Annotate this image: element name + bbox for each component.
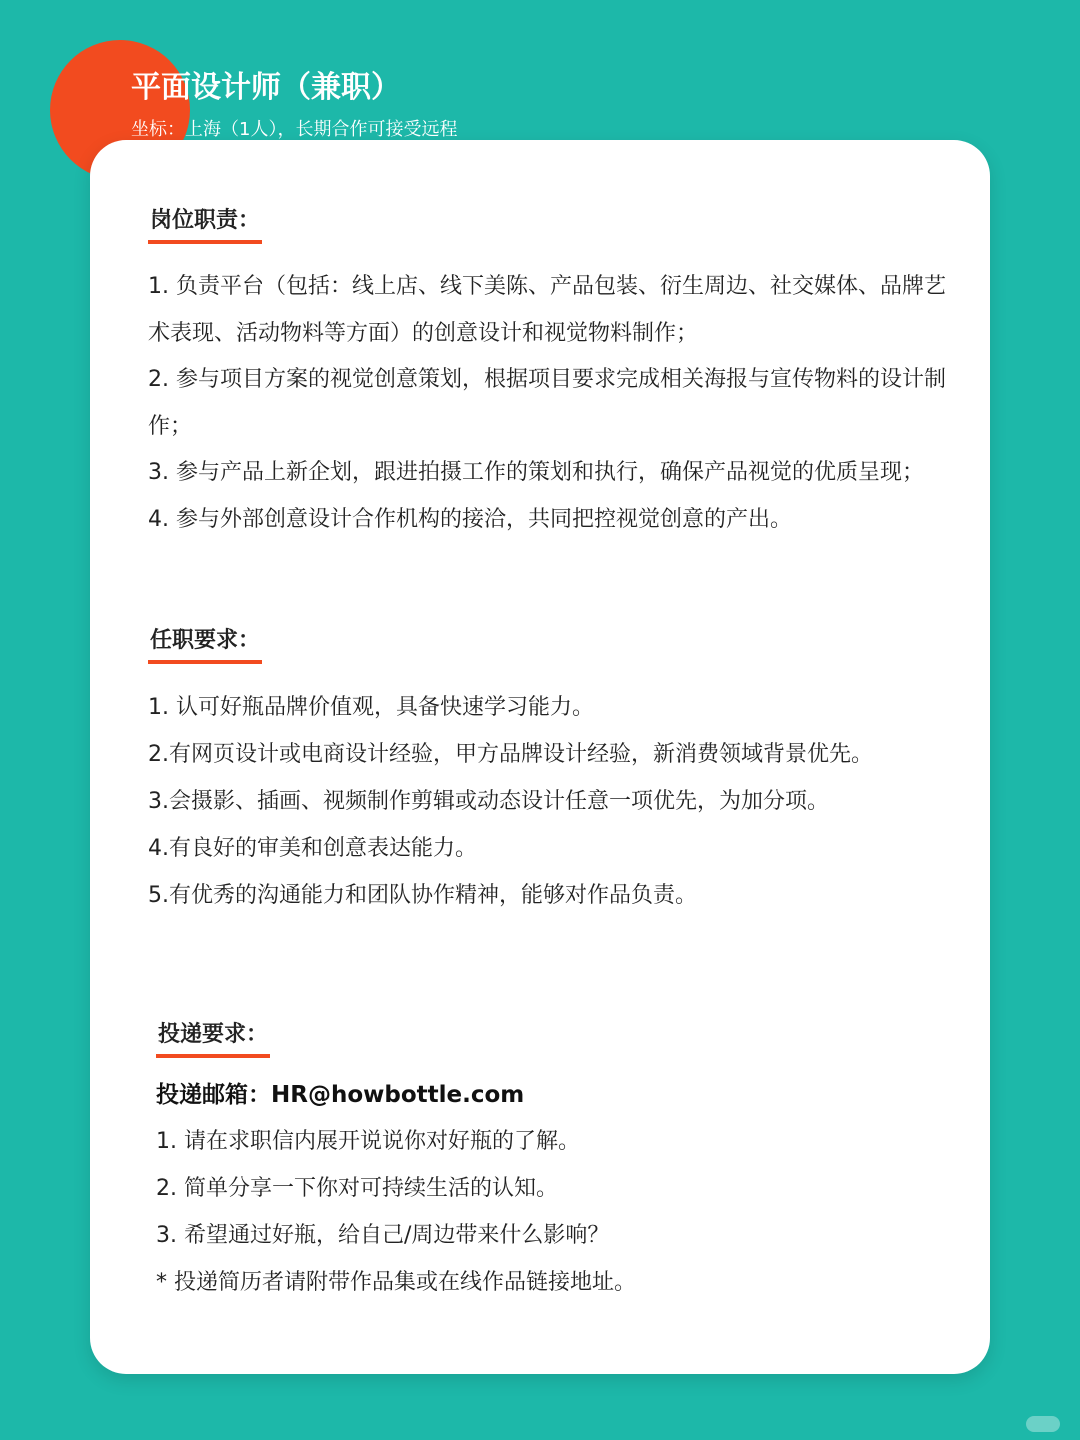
watermark-badge xyxy=(1026,1416,1060,1432)
delivery-email[interactable]: 投递邮箱：HR@howbottle.com xyxy=(156,1082,525,1108)
delivery-list xyxy=(156,1118,950,1306)
list-item: 3. 希望通过好瓶，给自己/周边带来什么影响？ xyxy=(156,1223,610,1248)
page-title: 平面设计师（兼职） xyxy=(131,70,401,105)
list-item: 1. 认可好瓶品牌价值观，具备快速学习能力。 xyxy=(148,695,594,720)
delivery-section xyxy=(156,1020,950,1306)
list-item: 4.有良好的审美和创意表达能力。 xyxy=(148,836,477,861)
list-item: 2. 简单分享一下你对可持续生活的认知。 xyxy=(156,1176,558,1201)
delivery-heading: 投递要求： xyxy=(156,1020,270,1058)
location-subtitle: 坐标：上海（1人），长期合作可接受远程 xyxy=(131,119,458,140)
list-item: 5.有优秀的沟通能力和团队协作精神，能够对作品负责。 xyxy=(148,883,697,908)
requirements-list xyxy=(148,684,950,919)
list-item: 4. 参与外部创意设计合作机构的接洽，共同把控视觉创意的产出。 xyxy=(148,506,792,532)
list-item: * 投递简历者请附带作品集或在线作品链接地址。 xyxy=(156,1270,636,1295)
job-card xyxy=(90,140,990,1374)
header xyxy=(131,68,457,142)
list-item: 3. 参与产品上新企划，跟进拍摄工作的策划和执行，确保产品视觉的优质呈现； xyxy=(148,460,924,485)
list-item: 2. 参与项目方案的视觉创意策划，根据项目要求完成相关海报与宣传物料的设计制作； xyxy=(148,367,946,439)
requirements-heading: 任职要求： xyxy=(148,626,262,664)
requirements-section xyxy=(148,626,950,919)
list-item: 1. 请在求职信内展开说说你对好瓶的了解。 xyxy=(156,1129,580,1154)
list-item: 3.会摄影、插画、视频制作剪辑或动态设计任意一项优先，为加分项。 xyxy=(148,789,829,814)
duties-list xyxy=(148,264,950,543)
duties-heading: 岗位职责： xyxy=(148,206,262,244)
list-item: 2.有网页设计或电商设计经验，甲方品牌设计经验，新消费领域背景优先。 xyxy=(148,742,873,767)
list-item: 1. 负责平台（包括：线上店、线下美陈、产品包装、衍生周边、社交媒体、品牌艺术表现、活动物料等方面）的创意设计和视觉物料制作； xyxy=(148,274,946,346)
duties-section xyxy=(148,206,950,543)
